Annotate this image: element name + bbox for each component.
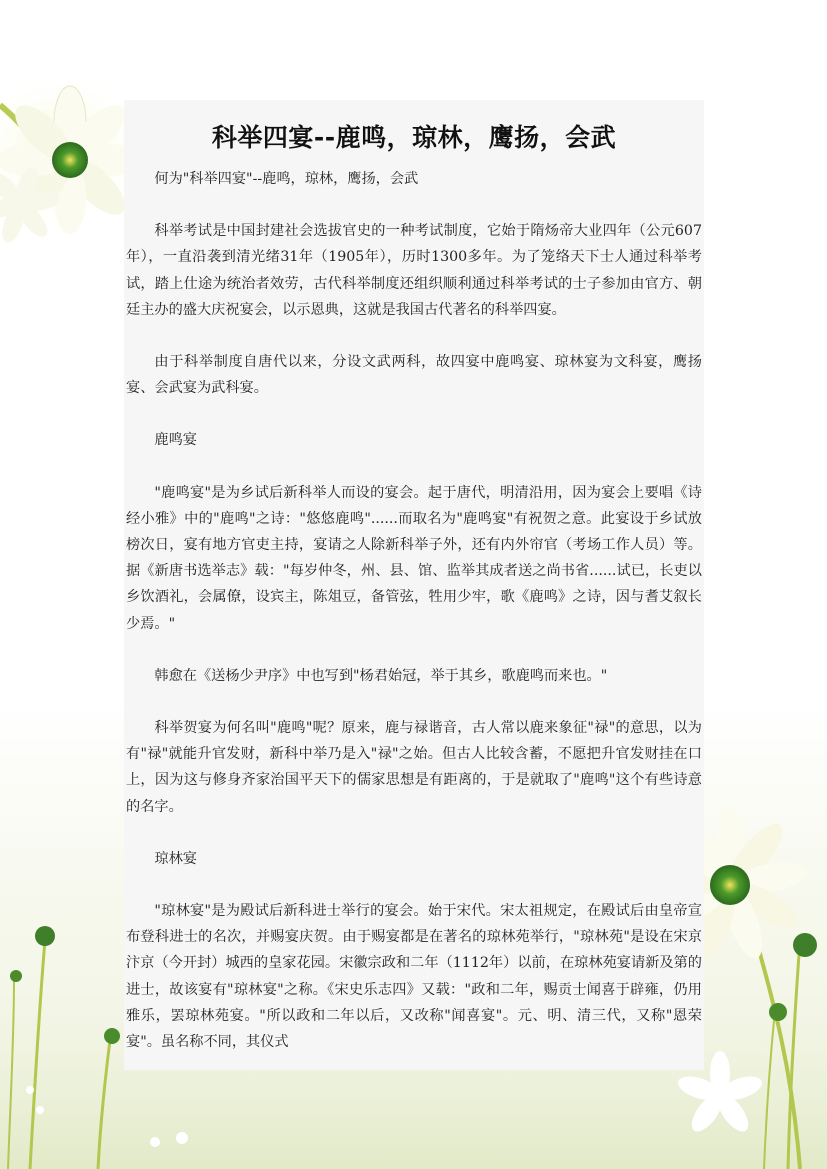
paragraph-qionglin-banquet: "琼林宴"是为殿试后新科进士举行的宴会。始于宋代。宋太祖规定，在殿试后由皇帝宣布登科进士的名次，并赐宴庆贺。由于赐宴都是在著名的琼林苑举行，"琼林苑"是设在宋京汴京（今开封）城西的皇家花园。宋徽宗政和二年（1112年）以前，在琼林苑宴请新及第的进士，故该宴有"琼林宴"之称。《宋史乐志四》又载："政和二年，赐贡士闻喜于辟雍，仍用雅乐，罢琼林苑宴。"所以政和二年以后，又改称"闻喜宴"。元、明、清三代，又称"恩荣宴"。虽名称不同，其仪式 [126,903,702,1051]
paragraph-hanyu-quote: 韩愈在《送杨少尹序》中也写到"杨君始冠，举于其乡，歌鹿鸣而来也。" [154,667,608,684]
paragraph-luming-name: 科举贺宴为何名叫"鹿鸣"呢？原来，鹿与禄谐音，古人常以鹿来象征"禄"的意思，以为有"禄"就能升官发财，新科中举乃是入"禄"之始。但古人比较含蓄，不愿把升官发财挂在口上，因为这与修身齐家治国平天下的儒家思想是有距离的，于是就取了"鹿鸣"这个有些诗意的名字。 [126,720,702,815]
section-heading-qionglin: 琼林宴 [154,850,197,867]
paragraph-four-banquets: 由于科举制度自唐代以来，分设文武两科，故四宴中鹿鸣宴、琼林宴为文科宴，鹰扬宴、会武宴为武科宴。 [126,354,702,397]
section-heading-luming: 鹿鸣宴 [154,432,197,449]
paragraph-keju-origin: 科举考试是中国封建社会选拔官史的一种考试制度，它始于隋炀帝大业四年（公元607年），一直沿袭到清光绪31年（1905年），历时1300多年。为了笼络天下士人通过科举考试，踏上仕途为统治者效劳，古代科举制度还组织顺利通过科举考试的士子参加由官方、朝廷主办的盛大庆祝宴会，以示恩典，这就是我国古代著名的科举四宴。 [126,223,702,318]
document-title: 科举四宴--鹿鸣，琼林，鹰扬，会武 [211,123,617,152]
paragraph-intro-heading: 何为"科举四宴"--鹿鸣，琼林，鹰扬，会武 [154,171,419,187]
paragraph-luming-banquet: "鹿鸣宴"是为乡试后新科举人而设的宴会。起于唐代，明清沿用，因为宴会上要唱《诗经小雅》中的"鹿鸣"之诗："悠悠鹿鸣"......而取名为"鹿鸣宴"有祝贺之意。此宴设于乡试放榜次日，宴有地方官吏主持，宴请之人除新科举子外，还有内外帘官（考场工作人员）等。据《新唐书选举志》载："每岁仲冬，州、县、馆、监举其成者送之尚书省......试已，长吏以乡饮酒礼，会属僚，设宾主，陈俎豆，备管弦，牲用少牢，歌《鹿鸣》之诗，因与耆艾叙长少焉。" [126,484,702,632]
document-page [124,100,704,1070]
